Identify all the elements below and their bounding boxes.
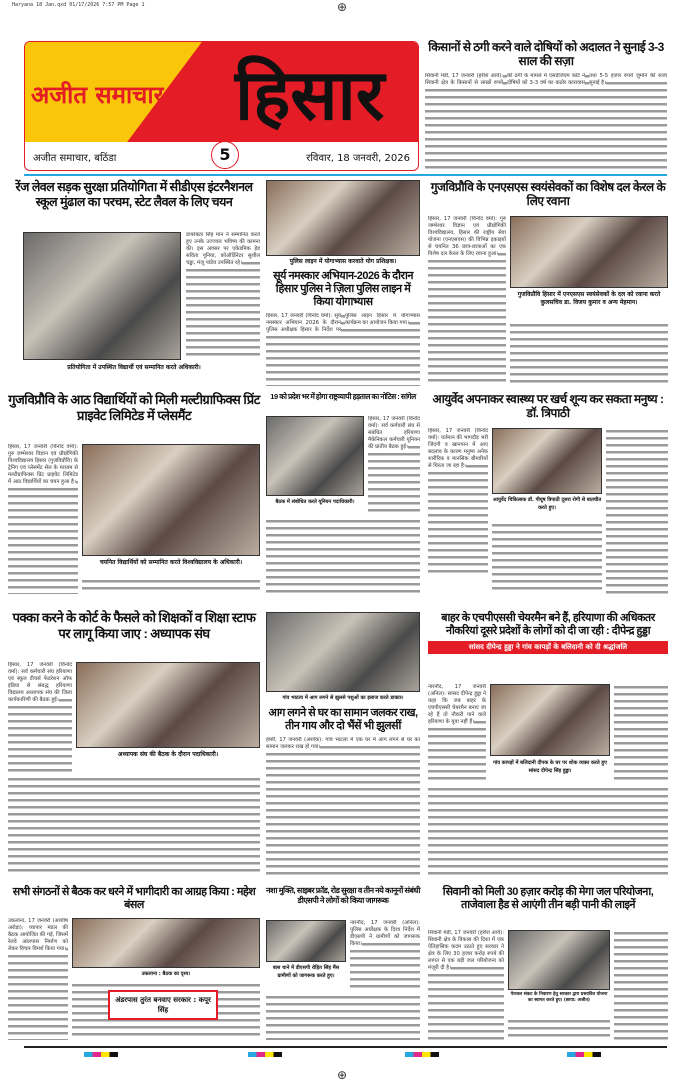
article-body: नारनौंद, 17 जनवरी (अनिल): पुलिस अधीक्षक के दिशा निर्देश में डीएसपी ने ग्रामीणों को जागरूक किया।	[350, 920, 420, 947]
article-siwani-water	[428, 886, 668, 1042]
article-text-block	[428, 930, 504, 1040]
article-text-block	[428, 684, 486, 780]
article-text-block	[186, 232, 260, 360]
section-divider	[24, 174, 667, 176]
photo	[492, 428, 602, 494]
photo	[266, 416, 364, 496]
headline: बाहर के एचपीएससी चेयरमैन बने हैं, हरियाणा की अधिकतर नौकरियां दूसरे प्रदेशों के लोगों को दी जा रही : दीपेन्द्र हुड्डा	[441, 612, 655, 638]
article-hooda	[428, 612, 668, 878]
headline: पक्का करने के कोर्ट के फैसले को शिक्षकों व शिक्षा स्टाफ पर लागू किया जाए : अध्यापक संघ	[12, 610, 256, 641]
article-body: हिसार, 17 जनवरी (विनोद वर्मा): गुरु जम्भेश्वर विज्ञान एवं प्रौद्योगिकी विश्वविद्यालय हिसार (गुजविप्रौवि) के ट्रेनिंग एवं प्लेसमेंट सेल के माध्यम से मल्टीग्राफिक्स प्रिंट प्राइवेट लिमिटेड में आठ विद्यार्थियों का चयन हुआ है।	[8, 444, 78, 485]
article-text-block	[266, 737, 420, 878]
article-text-continued	[82, 578, 260, 594]
photo	[76, 662, 260, 748]
page-number: 5	[211, 141, 239, 169]
article-body: सिवानी मंडी, 17 जनवरी (हरीश आर्य): सिवानी क्षेत्र के विकास की दिशा में एक ऐतिहासिक कदम उठाते हुए सरकार ने क्षेत्र के लिए 30 हजार करोड़ रुपये की लागत से एक बड़ी जल परियोजना को मंजूरी दी है।	[428, 930, 504, 971]
article-body: डायरेक्टर सिंह मान ने सम्मानित करते हुए उनके उज्ज्वल भविष्य की कामना की। इस अवसर पर एकेडमिक हेड सविता पूनिया, कोऑर्डिनेटर सुशील चड्ढा, मंजू पांडेय उपस्थित रहे।	[186, 232, 260, 266]
article-body: उकलाना, 17 जनवरी (आशीष अरोड़ा): व्यापार मंडल की बैठक आयोजित की गई, जिसमें रेलवे अंडरपास निर्माण को लेकर विचार विमर्श किया गया।	[8, 918, 68, 952]
photo	[508, 930, 610, 990]
photo-caption: गुजविप्रौवि हिसार में एनएसएस स्वयंसेवकों के दल को रवाना करते कुलसचिव डा. विजय कुमार व अन्य मेहमान।	[517, 291, 661, 306]
masthead	[24, 41, 419, 171]
article-text-block	[266, 313, 420, 386]
article-text-continued	[614, 684, 668, 780]
headline: रेंज लेवल सड़क सुरक्षा प्रतियोगिता में सीडीएस इंटरनैशनल स्कूल मुंढाल का परचम, स्टेट लैवल के लिए चयन	[15, 180, 253, 209]
color-bar	[248, 1052, 282, 1057]
photo	[266, 612, 420, 692]
headline: 19 को प्रदेश भर में होगा राष्ट्रव्यापी हड़ताल का नोटिस : सांगेल	[270, 392, 416, 401]
headline: किसानों से ठगी करने वाले दोषियों को अदालत ने सुनाई 3-3 साल की सज़ा	[428, 40, 664, 69]
article-text-continued	[492, 522, 602, 594]
headline: आग लगने से घर का सामान जलकर राख, तीन गाय और दो भैंसें भी झुलसीं	[268, 707, 418, 733]
article-teachers-union	[8, 610, 260, 876]
article-text-continued	[508, 1018, 610, 1040]
photo	[510, 216, 668, 288]
headline: सभी संगठनों से बैठक कर धरने में भागीदारी का आग्रह किया : महेश बंसल	[12, 886, 256, 912]
photo-caption: चयनित विद्यार्थियों को सम्मानित करते विश्वविद्यालय के अधिकारी।	[99, 559, 243, 566]
article-body: हिसार, 17 जनवरी (विनोद वर्मा): सर्व कर्मचारी संघ से संबंधित हरियाणा मैकेनिकल कर्मचारी यूनियन की प्रांतीय बैठक हुई।	[368, 416, 420, 450]
article-text-block	[8, 918, 68, 1040]
photo-caption: अध्यापक संघ की बैठक के दौरान पदाधिकारी।	[117, 751, 219, 758]
photo	[490, 684, 610, 756]
city-title: हिसार	[235, 53, 385, 136]
article-body: हिसार, 17 जनवरी (विनोद वर्मा): गुरु जम्भेश्वर विज्ञान एवं प्रौद्योगिकी विश्वविद्यालय, हिसार की राष्ट्रीय सेवा योजना (एनएसएस) की विभिन्न इकाइयों से चयनित 36 छात्र-छात्राओं का एक विशेष दल केरल के लिए रवाना हुआ।	[428, 216, 506, 257]
registration-mark-icon: ⊕	[337, 1068, 348, 1082]
article-fire	[266, 612, 420, 878]
article-surya-namaskar	[266, 180, 420, 386]
article-nss-kerala	[428, 180, 668, 385]
photo	[266, 920, 346, 962]
headline: सूर्य नमस्कार अभियान-2026 के दौरान हिसार पुलिस ने ज़िला पुलिस लाइन में किया योगाभ्यास	[273, 270, 413, 309]
article-text-continued	[428, 786, 668, 876]
photo-caption: बैठक में संबोधित करते यूनियन पदाधिकारी।	[275, 499, 355, 505]
article-text-block	[428, 428, 488, 576]
photo-caption: गांव कापड़ों में बलिदानी दीपक के घर पर शोक व्यक्त करते हुए सांसद दीपेन्द्र सिंह हुड्डा।	[493, 760, 607, 774]
headline: आयुर्वेद अपनाकर स्वास्थ्य पर खर्च शून्य कर सकता मनुष्य : डॉ. त्रिपाठी	[432, 392, 664, 421]
photo-caption: गांव भाटला में आग लगने से झुलसे पशुओं का इलाज करते डाक्टर।	[282, 695, 404, 701]
article-body: हिसार, 17 जनवरी (विनोद वर्मा): सर्व कर्मचारी संघ हरियाणा एवं स्कूल टीचर्स फेडरेशन ऑफ इंडिया से संबद्ध हरियाणा विद्यालय अध्यापक संघ की जिला कार्यकारिणी की बैठक हुई।	[8, 662, 72, 703]
photo	[266, 180, 420, 256]
article-text-block	[350, 920, 420, 990]
pull-quote: अंडरपास तुरंत बनवाए सरकार : कपूर सिंह	[108, 990, 218, 1020]
headline: गुजविप्रौवि के आठ विद्यार्थियों को मिली मल्टीग्राफिक्स प्रिंट प्राइवेट लिमिटेड में प्लेसमैंट	[8, 392, 260, 423]
color-bar	[405, 1052, 439, 1057]
article-text-continued	[8, 776, 260, 874]
brand-name: अजीत समाचार	[31, 80, 164, 109]
article-body: हांसी, 17 जनवरी (अशोक): गांव भाटला में एक घर में आग लगने से घर का सामान जलकर राख हो गया।	[266, 737, 420, 751]
photo-caption: आयुर्वेद चिकित्सक डॉ. पीयूष त्रिपाठी दूसरा रोगी से बातचीत करते हुए।	[492, 497, 602, 511]
subheadline: सांसद दीपेन्द्र हुड्डा ने गांव कापड़ों के बलिदानी को दी श्रद्धांजलि	[428, 641, 668, 654]
article-text-continued	[266, 994, 420, 1040]
article-body: नारनौंद, 17 जनवरी (अनिल): सांसद दीपेन्द्र हुड्डा ने कहा कि जब बाहर के एचपीएससी चेयरमैन बनाए जा रहे हैं तो नौकरी पाने वाले हरियाणा के युवा नहीं हैं।	[428, 684, 486, 725]
headline: सिवानी को मिली 30 हज़ार करोड़ की मेगा जल परियोजना, ताजेवाला हैड से आएंगी तीन बड़ी पानी की लाइनें	[442, 886, 654, 912]
article-text-block	[368, 416, 420, 514]
registration-mark-icon: ⊕	[337, 0, 348, 14]
photo	[82, 444, 260, 556]
photo-caption: पेयजल संकट के निवारण हेतु सरकार द्वारा प्रस्तावित योजना का स्वागत करते हुए। (छाया: अजीत)	[510, 992, 608, 1003]
headline: नशा मुक्ति, साइबर फ्रॉड, रोड सुरक्षा व तीन नये कानूनों संबंधी डीएसपी ने लोगों को किया जागरूक	[266, 886, 420, 905]
article-text-continued	[614, 930, 668, 1040]
photo-caption: उकलाना : बैठक का दृश्य।	[141, 971, 191, 977]
article-road-safety	[8, 180, 260, 385]
article-text-continued	[510, 322, 668, 384]
article-body: हिसार, 17 जनवरी (विनोद वर्मा): सूर्य नमस्कार अभियान 2026 के दौरान पुलिस अधीक्षक हिसार के निर्देश पर पुलिस लाइन हिसार में योगाभ्यास कार्यक्रम का आयोजन किया गया।	[266, 312, 420, 333]
color-bar	[84, 1052, 118, 1057]
page-bottom-rule	[24, 1046, 667, 1048]
photo	[72, 918, 260, 968]
article-text-continued	[266, 518, 420, 594]
article-text-block	[8, 662, 72, 772]
article-mahesh-bansal	[8, 886, 260, 1042]
article-strike-notice	[266, 392, 420, 597]
article-dsp-awareness	[266, 886, 420, 1042]
article-placement	[8, 392, 260, 597]
article-text-block	[428, 216, 506, 384]
photo-caption: प्रतियोगिता में उपस्थित विद्यार्थी एवं सम्मानित करते अधिकारी।	[67, 364, 201, 371]
headline: गुजविप्रौवि के एनएसएस स्वयंसेवकों का विशेष दल केरल के लिए रवाना	[430, 180, 666, 209]
article-text-block	[425, 73, 667, 170]
photo-caption: बास थाने में डीएसपी रोहित सिंह मैंस ग्रामीणों को जागरूक करते हुए।	[272, 965, 340, 979]
article-body: सिवानी मंडी, 17 जनवरी (हरीश आर्य): सिवानी क्षेत्र के किसानों से लाखों रुपये की ठगी के मामले में एसडीजेएम कोर्ट ने दोषियों को 3-3 वर्ष का कठोर कारावास तथा 5-5 हजार रुपये जुर्माने की सजा सुनाई है।	[425, 72, 667, 86]
photo	[23, 232, 181, 360]
print-slug: Haryana 18 Jan.qxd 01/17/2026 7:57 PM Page 1	[12, 2, 145, 8]
article-text-continued	[606, 428, 668, 594]
photo-caption: पुलिस लाइन में योगाभ्यास करवाते योग प्रशिक्षक।	[289, 258, 397, 265]
edition-date: रविवार, 18 जनवरी, 2026	[306, 153, 410, 164]
edition-place: अजीत समाचार, बठिंडा	[33, 153, 117, 164]
article-ayurveda	[428, 392, 668, 597]
article-body: हिसार, 17 जनवरी (विनोद वर्मा): वर्तमान की भागदौड़ भरी जिंदगी व खानपान में आए बदलाव के कारण मनुष्य अनेक शारीरिक व मानसिक बीमारियों से घिरता जा रहा है।	[428, 428, 488, 469]
article-text-block	[8, 444, 78, 594]
color-bar	[567, 1052, 601, 1057]
article-farmer-fraud	[425, 40, 667, 170]
